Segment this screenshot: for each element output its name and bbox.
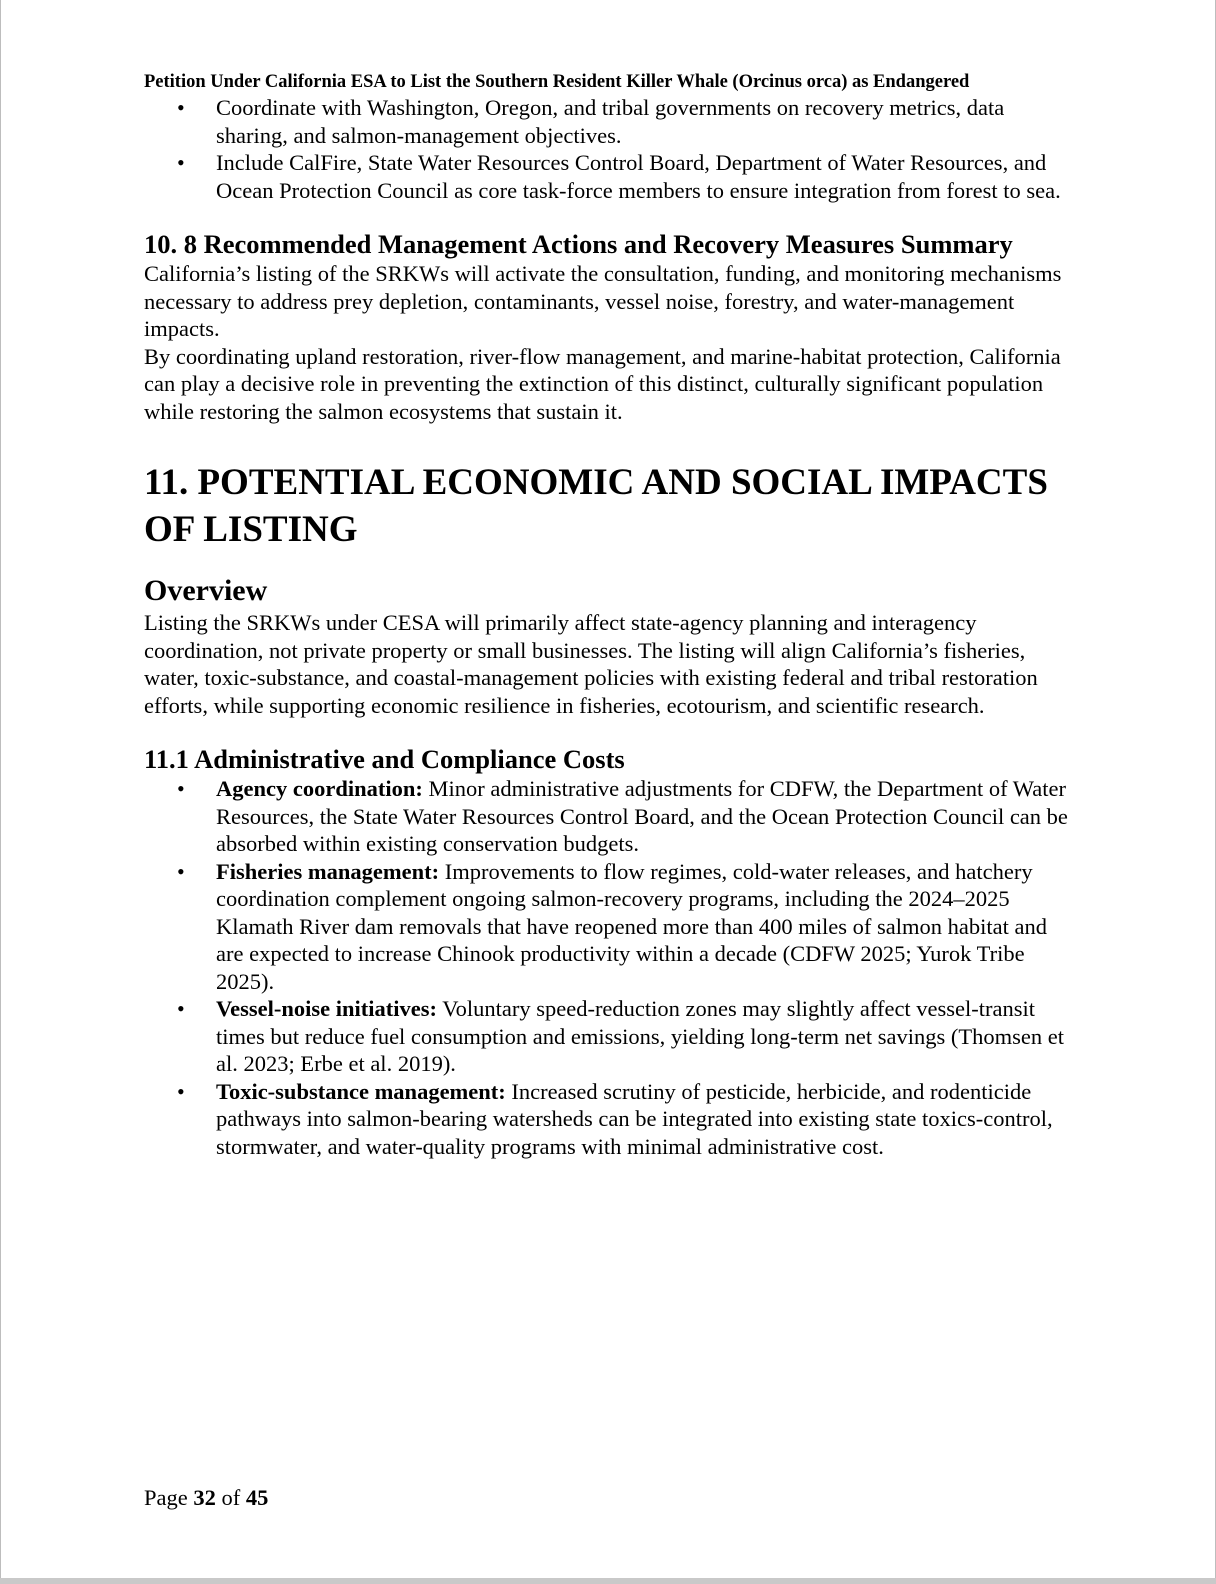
list-item-label: Agency coordination: <box>216 776 423 801</box>
bullet-icon: • <box>177 150 185 175</box>
costs-bullet-list <box>144 775 1079 1160</box>
overview-heading: Overview <box>144 574 268 607</box>
list-item-text: Increased scrutiny of pesticide, herbicide, and rodenticide pathways into salmon-bearing watersheds can be integrated into existing state toxics-control, stormwater, and water-quality programs with minimal administrative cost. <box>216 1078 1053 1159</box>
bullet-icon: • <box>177 996 185 1021</box>
list-item <box>144 149 1079 204</box>
section-11-heading-line-1: 11. POTENTIAL ECONOMIC AND SOCIAL IMPACTS <box>144 462 1048 503</box>
list-item-text: Minor administrative adjustments for CDFW, the Department of Water Resources, the State Water Resources Control Board, and the Ocean Protection Council can be absorbed within existing conservation budgets. <box>216 776 1068 856</box>
list-item <box>144 858 1079 996</box>
bullet-icon: • <box>177 776 185 801</box>
bullet-icon: • <box>177 858 185 884</box>
of-label: of <box>221 1485 241 1510</box>
list-item <box>144 1078 1079 1161</box>
section-11-heading-line-2: OF LISTING <box>144 509 358 550</box>
list-item <box>144 775 1079 858</box>
section-10-8-paragraph-2: By coordinating upland restoration, river-flow management, and marine-habitat protection, California can play a decisive role in preventing the extinction of this distinct, culturally significant population while restoring the salmon ecosystems that sustain it. <box>144 343 1061 424</box>
total-pages: 45 <box>245 1485 269 1510</box>
list-item <box>144 94 1079 149</box>
bullet-icon: • <box>177 1078 185 1104</box>
page-number-footer <box>144 1484 268 1512</box>
list-item-label: Toxic-substance management: <box>216 1078 506 1104</box>
running-header: Petition Under California ESA to List the Southern Resident Killer Whale (Orcinus orca) as Endangered <box>144 72 970 92</box>
section-10-8-paragraph-1: California’s listing of the SRKWs will activate the consultation, funding, and monitoring mechanisms necessary to address prey depletion, contaminants, vessel noise, forestry, and water-management impacts. <box>144 261 1062 341</box>
intro-bullet-list <box>144 94 1079 204</box>
list-item-text: Include CalFire, State Water Resources Control Board, Department of Water Resources, and Ocean Protection Council as core task-force members to ensure integration from forest to sea. <box>216 150 1061 203</box>
section-11-heading <box>144 459 1079 553</box>
section-11-1-heading: 11.1 Administrative and Compliance Costs <box>144 744 625 774</box>
list-item-text: Improvements to flow regimes, cold-water releases, and hatchery coordination complement ongoing salmon-recovery programs, including the 2024–2025 Klamath River dam removals that have reopened more than 400 miles of salmon habitat and are expected to increase Chinook productivity within a decade (CDFW 2025; Yurok Tribe 2025). <box>216 858 1048 994</box>
page-content <box>144 70 1079 1160</box>
overview-paragraph: Listing the SRKWs under CESA will primarily affect state-agency planning and interagency coordination, not private property or small businesses. The listing will align California’s fisheries, water, toxic-substance, and coastal-management policies with existing federal and tribal restoration efforts, while supporting economic resilience in fisheries, ecotourism, and scientific research. <box>144 610 1038 718</box>
page-label: Page <box>144 1485 188 1510</box>
list-item-label: Vessel-noise initiatives: <box>216 996 438 1021</box>
list-item-text: Voluntary speed-reduction zones may slightly affect vessel-transit times but reduce fuel consumption and emissions, yielding long-term net savings (Thomsen et al. 2023; Erbe et al. 2019). <box>216 996 1064 1076</box>
list-item-label: Fisheries management: <box>216 858 440 884</box>
bullet-icon: • <box>177 95 185 120</box>
current-page-number: 32 <box>193 1485 216 1510</box>
list-item-text: Coordinate with Washington, Oregon, and tribal governments on recovery metrics, data sharing, and salmon-management objectives. <box>216 95 1005 148</box>
section-10-8-heading: 10. 8 Recommended Management Actions and Recovery Measures Summary <box>144 229 1013 259</box>
list-item <box>144 995 1079 1078</box>
